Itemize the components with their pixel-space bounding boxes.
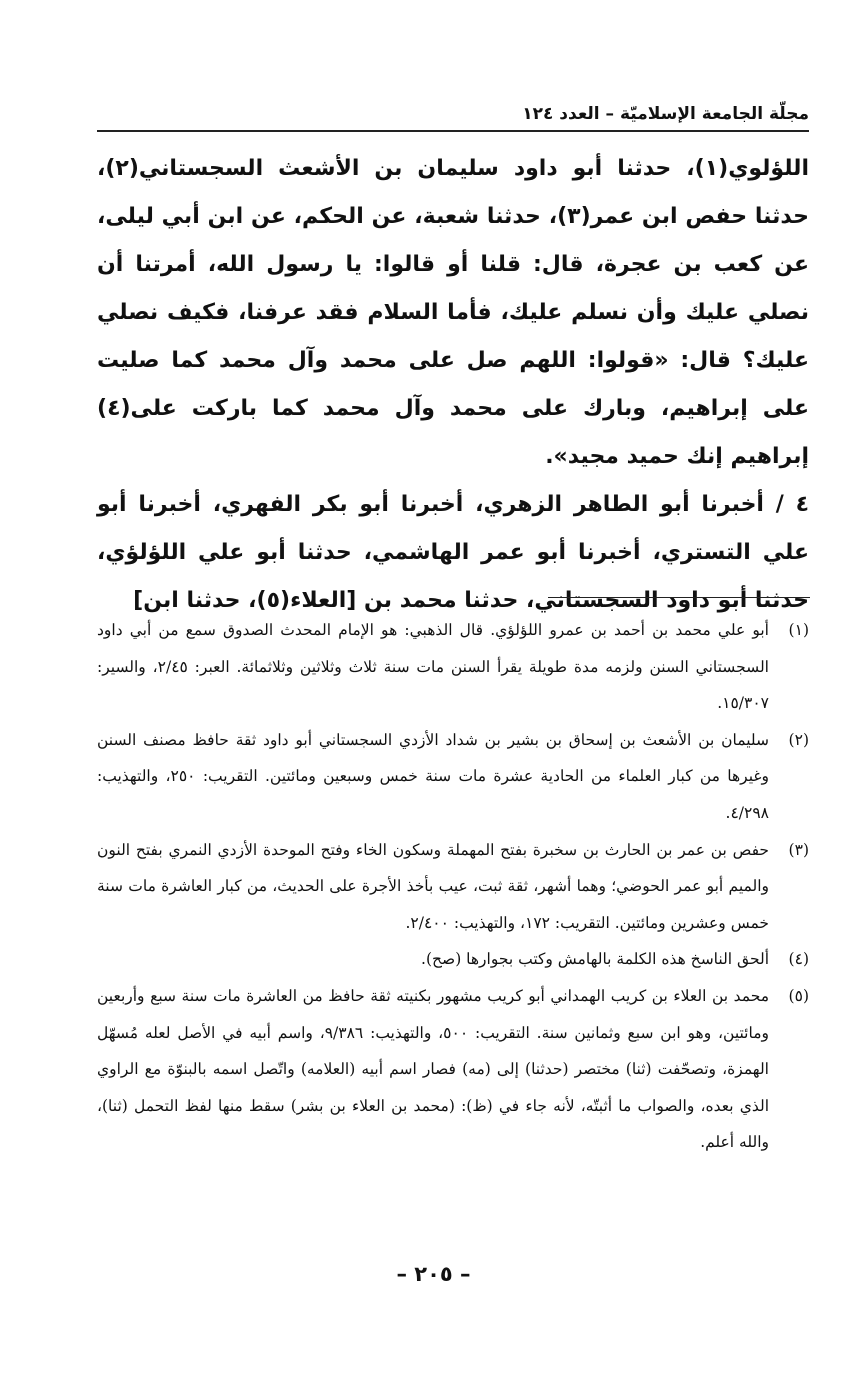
- footnote-text: سليمان بن الأشعث بن إسحاق بن بشير بن شداد الأزدي السجستاني أبو داود ثقة حافظ مصنف السنن وغيرها من كبار العلماء من الحادية عشرة مات سنة خمس وسبعين ومائتين. التقريب: ٢٥٠، والتهذيب: ٤/٢٩٨.: [97, 730, 769, 822]
- body-paragraph-1: اللؤلوي(١)، حدثنا أبو داود سليمان بن الأشعث السجستاني(٢)، حدثنا حفص ابن عمر(٣)، حدثنا شعبة، عن الحكم، عن ابن أبي ليلى، عن كعب بن عجرة، قال: قلنا أو قالوا: يا رسول الله، أمرتنا أن نصلي عليك وأن نسلم عليك، فأما السلام فقد عرفنا، فكيف نصلي عليك؟ قال: «قولوا: اللهم صل على محمد وآل محمد كما صليت على إبراهيم، وبارك على محمد وآل محمد كما باركت على(٤) إبراهيم إنك حميد مجيد».: [97, 156, 809, 469]
- header-divider: [97, 130, 809, 132]
- footnote-number: (٤): [788, 950, 809, 969]
- footnote-4: [97, 941, 809, 978]
- footnote-text: أبو علي محمد بن أحمد بن عمرو اللؤلؤي. قال الذهبي: هو الإمام المحدث الصدوق سمع من أبي داود السجستاني السنن ولزمه مدة طويلة يقرأ السنن مات سنة ثلاث وثلاثين وثلاثمائة. العبر: ٢/٤٥، والسير: ١٥/٣٠٧.: [97, 621, 769, 713]
- footnote-text: محمد بن العلاء بن كريب الهمداني أبو كريب مشهور بكنيته ثقة حافظ من العاشرة مات سنة سبع وأربعين ومائتين، وهو ابن سبع وثمانين سنة. التقريب: ٥٠٠، والتهذيب: ٩/٣٨٦، واسم أبيه في الأصل لعله مُسهّل الهمزة، وتصحّفت (ثنا) مختصر (حدثنا) إلى (مه) فصار اسم أبيه (العلامه) واتّصل اسمه بالبنوّة مع الراوي الذي بعده، والصواب ما أثبتّه، لأنه جاء في (ظ): (محمد بن العلاء بن بشر) سقط منها لفظ التحمل (ثنا)، والله أعلم.: [97, 986, 769, 1152]
- footnote-number: (١): [788, 621, 809, 639]
- footnote-5: [97, 978, 809, 1161]
- page-number: – ٢٠٥ –: [396, 1262, 471, 1286]
- footnote-number: (٥): [788, 986, 809, 1005]
- body-paragraph-2: ٤ / أخبرنا أبو الطاهر الزهري، أخبرنا أبو بكر الفهري، أخبرنا أبو علي التستري، أخبرنا أبو عمر الهاشمي، حدثنا أبو علي اللؤلؤي، حدثنا أبو داود السجستاني، حدثنا محمد بن [العلاء(٥)، حدثنا ابن]: [97, 492, 809, 613]
- footnote-number: (٣): [788, 840, 809, 859]
- footnote-1: [97, 612, 809, 722]
- main-text: [97, 145, 809, 625]
- journal-header: مجلّة الجامعة الإسلاميّة – العدد ١٢٤: [522, 104, 809, 124]
- footnote-text: حفص بن عمر بن الحارث بن سخبرة بفتح المهملة وسكون الخاء وفتح الموحدة الأزدي النمري بفتح النون والميم أبو عمر الحوضي؛ وهما أشهر، ثقة ثبت، عيب بأخذ الأجرة على الحديث، من كبار العاشرة مات سنة خمس وعشرين ومائتين. التقريب: ١٧٢، والتهذيب: ٢/٤٠٠.: [97, 840, 769, 932]
- footnotes: [97, 612, 809, 1161]
- footnote-divider: [548, 597, 810, 598]
- footnote-number: (٢): [788, 730, 809, 749]
- footnote-text: ألحق الناسخ هذه الكلمة بالهامش وكتب بجوارها (صح).: [421, 950, 769, 969]
- footnote-2: [97, 722, 809, 832]
- footnote-3: [97, 832, 809, 942]
